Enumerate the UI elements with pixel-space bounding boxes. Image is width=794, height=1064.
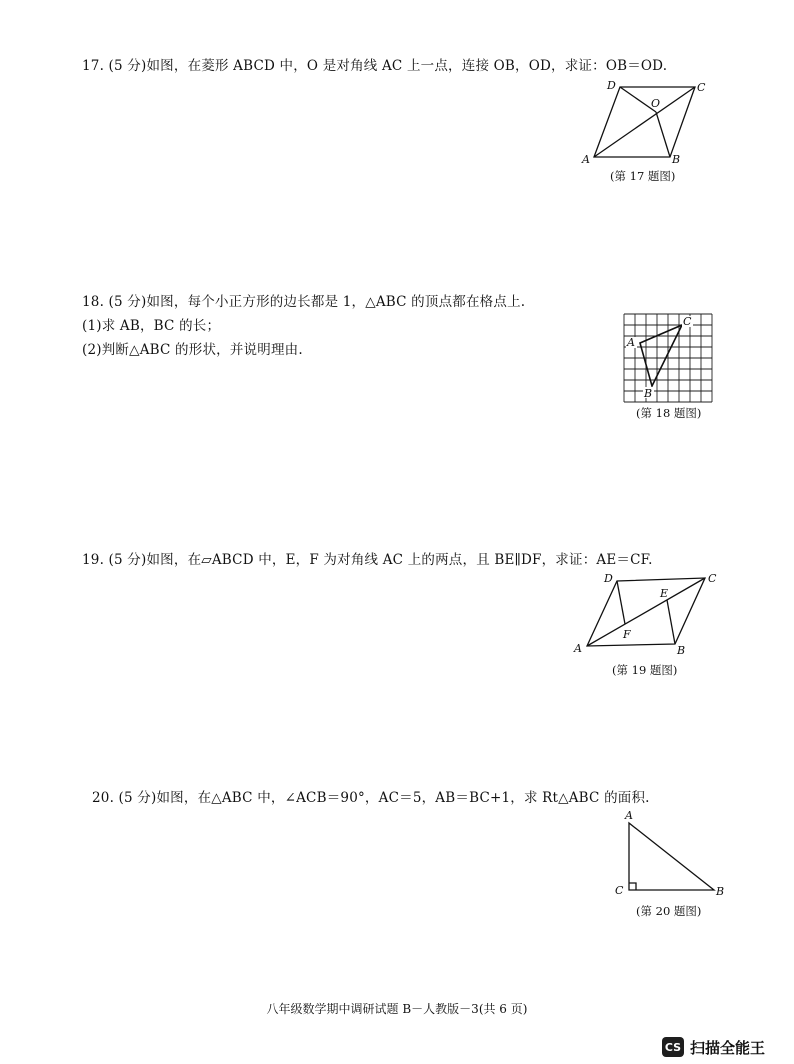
figure-20-right-triangle bbox=[612, 808, 732, 900]
diagonal-ac bbox=[594, 87, 695, 157]
diagonal-ac bbox=[587, 578, 705, 646]
label-d: D bbox=[604, 572, 613, 585]
question-18-line-2: (1)求 AB，BC 的长； bbox=[82, 318, 221, 334]
label-c: C bbox=[708, 572, 717, 585]
label-a: A bbox=[582, 153, 590, 166]
segment-ob bbox=[656, 112, 670, 157]
brand-name: 扫描全能王 bbox=[690, 1038, 766, 1057]
label-d: D bbox=[607, 79, 616, 92]
label-o: O bbox=[651, 97, 661, 110]
scanner-brand bbox=[662, 1036, 765, 1058]
figure-19-parallelogram bbox=[570, 568, 725, 658]
label-a: A bbox=[625, 809, 633, 822]
figure-20-caption: (第 20 题图) bbox=[636, 904, 702, 918]
label-b: B bbox=[644, 387, 653, 400]
figure-17-caption: (第 17 题图) bbox=[610, 169, 676, 183]
segment-be bbox=[667, 600, 675, 644]
question-18-line-1: 18. (5 分)如图，每个小正方形的边长都是 1，△ABC 的顶点都在格点上. bbox=[82, 294, 526, 310]
question-18-line-3: (2)判断△ABC 的形状，并说明理由. bbox=[82, 342, 303, 358]
question-19-text: 19. (5 分)如图，在▱ABCD 中，E，F 为对角线 AC 上的两点，且 BE∥DF，求证：AE＝CF. bbox=[82, 552, 653, 568]
label-a: A bbox=[627, 336, 635, 349]
figure-17-rhombus bbox=[575, 75, 715, 170]
triangle-abc bbox=[629, 823, 714, 890]
label-c: C bbox=[697, 81, 706, 94]
segment-df bbox=[617, 581, 625, 624]
right-angle-mark bbox=[629, 883, 636, 890]
page-footer: 八年级数学期中调研试题 B－人教版－3(共 6 页) bbox=[266, 1002, 528, 1016]
label-b: B bbox=[677, 644, 686, 657]
label-e: E bbox=[660, 587, 669, 600]
label-b: B bbox=[716, 885, 725, 898]
label-c: C bbox=[683, 315, 692, 328]
label-f: F bbox=[623, 628, 631, 641]
label-a: A bbox=[574, 642, 582, 655]
figure-19-caption: (第 19 题图) bbox=[612, 663, 678, 677]
figure-18-grid bbox=[624, 314, 716, 404]
label-b: B bbox=[672, 153, 681, 166]
question-20-text: 20. (5 分)如图，在△ABC 中，∠ACB＝90°，AC＝5，AB＝BC+1，求 Rt△ABC 的面积. bbox=[92, 790, 650, 806]
figure-18-caption: (第 18 题图) bbox=[636, 406, 702, 420]
brand-logo-icon: CS bbox=[662, 1037, 684, 1057]
question-17-text: 17. (5 分)如图，在菱形 ABCD 中，O 是对角线 AC 上一点，连接 OB，OD，求证：OB＝OD. bbox=[82, 58, 668, 74]
grid-lines bbox=[624, 314, 712, 402]
label-c: C bbox=[615, 884, 624, 897]
